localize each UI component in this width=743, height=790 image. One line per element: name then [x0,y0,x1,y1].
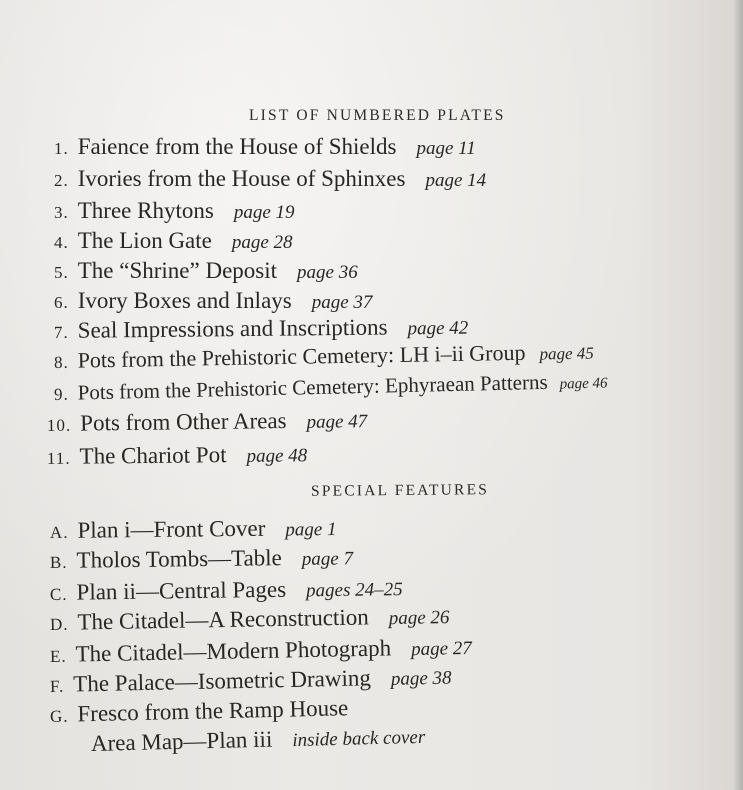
plate-page: page 14 [425,170,487,191]
feature-letter: E. [49,646,67,666]
feature-entry [50,544,353,574]
plate-entry [54,367,608,406]
feature-title: The Palace—Isometric Drawing [73,665,372,697]
plate-entry [54,134,476,160]
plate-title: Ivory Boxes and Inlays [77,288,292,313]
plate-page: page 47 [306,411,368,433]
feature-title: Plan ii—Central Pages [76,576,287,605]
plate-number: 10. [46,415,72,435]
plate-entry [54,228,293,254]
plate-title: Pots from the Prehistoric Cemetery: Ephyraean Patterns [77,369,548,405]
feature-page: page 1 [285,518,337,541]
feature-page: pages 24–25 [305,579,403,602]
feature-entry [50,664,452,698]
feature-entry [50,603,450,636]
plate-entry [47,407,368,437]
feature-page: page 7 [301,548,354,570]
plate-entry [54,198,295,224]
plate-page: page 19 [233,202,295,223]
plate-page: page 28 [231,232,293,253]
plate-page: page 42 [407,317,469,340]
feature-title: The Citadel—Modern Photograph [75,635,392,667]
plate-page: page 11 [416,138,476,159]
plate-title: Pots from Other Areas [80,408,287,436]
plate-number: 2. [54,171,69,190]
feature-entry [50,634,472,668]
plate-number: 3. [54,203,69,222]
plate-page: page 37 [311,292,373,313]
features-heading: SPECIAL FEATURES [310,481,490,500]
feature-entry [50,575,403,606]
feature-page: page 27 [410,637,472,661]
plate-page: page 46 [559,375,608,393]
feature-title: Tholos Tombs—Table [76,545,282,573]
feature-page: page 26 [388,607,450,630]
plate-entry [54,288,372,314]
feature-entry [50,515,337,544]
plate-title: The Lion Gate [77,228,212,253]
page-edge-shadow [733,0,743,790]
plate-title: Faience from the House of Shields [77,134,397,159]
feature-letter: F. [49,676,65,696]
feature-title: Fresco from the Ramp House [77,695,349,727]
plate-entry [47,441,308,470]
plates-heading: LIST OF NUMBERED PLATES [249,107,506,124]
plate-title: Seal Impressions and Inscriptions [77,314,388,343]
feature-letter: B. [49,552,68,572]
feature-letter: C. [49,584,68,604]
plate-title: Three Rhytons [77,198,214,223]
plate-entry [54,258,358,284]
plate-number: 4. [54,233,69,252]
feature-title: The Citadel—A Reconstruction [77,604,369,635]
plate-page: page 45 [539,343,594,364]
feature-letter: A. [49,522,69,542]
plate-number: 6. [54,293,69,312]
plate-entry [54,314,469,344]
plate-entry [54,166,486,192]
plate-title: The Chariot Pot [79,442,227,469]
plate-number: 1. [54,139,69,158]
plate-number: 11. [46,448,71,468]
feature-letter: G. [49,706,69,726]
plate-number: 5. [54,263,69,282]
feature-entry [91,723,426,757]
plate-title: Pots from the Prehistoric Cemetery: LH i–ii Group [77,339,526,373]
feature-page: page 38 [390,667,452,690]
plate-page: page 36 [297,262,358,283]
plate-title: Ivories from the House of Sphinxes [77,166,406,191]
plate-number: 7. [53,322,69,342]
feature-page: inside back cover [292,726,426,752]
feature-title: Plan i—Front Cover [77,515,266,543]
plate-number: 9. [53,384,69,404]
feature-entry [50,695,369,728]
feature-letter: D. [49,614,69,634]
plate-number: 8. [53,352,69,372]
plate-title: The “Shrine” Deposit [77,258,278,283]
feature-title: Area Map—Plan iii [90,726,273,756]
plate-page: page 48 [246,445,308,467]
